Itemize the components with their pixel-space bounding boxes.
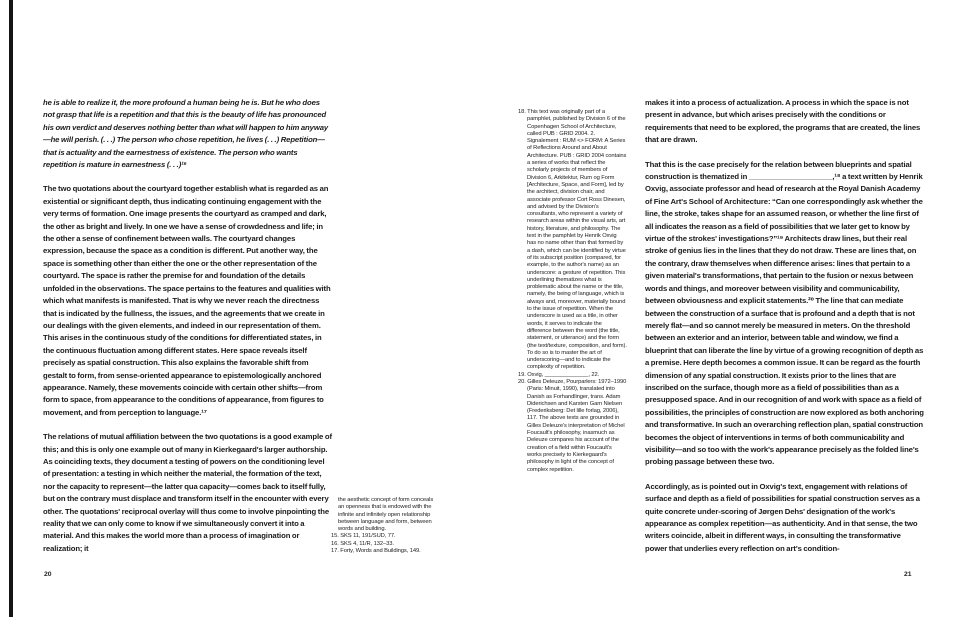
page-number-left: 20 (44, 571, 52, 578)
right-page-text-column (645, 97, 924, 567)
footnote-19: 19. Oxvig, ______________, 22. (518, 371, 600, 378)
footnote-continuation: the aesthetic concept of form conceals an openness that is endowed with the infinite and infinitely open relationship between language and form, between words and building. (338, 497, 434, 533)
footnote-16: 16. SKS 4, 11/R, 132–33. (331, 540, 394, 547)
right-paragraph-actualization: makes it into a process of actualization. A process in which the space is not present in advance, but which arises precisely with the conditions or requirements that need to be explored, the programs that are created, the lines that are drawn. (645, 98, 921, 145)
footnote-18: 18. This text was originally part of a pamphlet, published by Division 6 of the Copenhagen School of Architecture, called PUB : GRID 2004. 2. Signalement : RUM <> FORM: A Series of Reflections Around and About Architecture. PUB : GRID 2004 contains a series of works that reflect the scholarly projects of members of Division 6, Arkitektur, Rum og Form [Architecture, Space, and Form], led by the architect, division chair, and associate professor Cort Ross Dinesen, and advised by the Division's consultants, who represent a variety of research areas within the visual arts, art history, literature, and philosophy. The text in the pamphlet by Henrik Oxvig has no name other than that formed by a dash, which can be identified by virtue of its subscript position (compared, for example, to the author's name) as an underscore: a gesture of repetition. This underlining thematizes what is problematic about the name or the title, namely, the being of language, which is always and, moreover, materially bound to the issue of repetition. When the underscore is used as a title, in other words, it serves to indicate the difference between the word (the title, statement, or utterance) and the form (the text/texture, composition, and form). To do so is to master the art of underscoring—and to indicate the complexity of repetition. (518, 109, 627, 371)
right-paragraph-accordingly: Accordingly, as is pointed out in Oxvig's text, engagement with relations of surface and depth as a field of possibilities for spatial construction serves as a quite concrete under-scoring of Jørgen Dehs' designation of the work's appearance as complex repetition—as authenticity. And in that sense, the two writers coincide, albeit in different ways, in consulting the transformative power that underlies every reflection on art's condition- (645, 481, 920, 553)
page-number-right: 21 (904, 571, 912, 578)
left-paragraph-courtyard: The two quotations about the courtyard together establish what is regarded as an existential or significant depth, thus indicating continuing engagement with the very terms of formation. One image presents the courtyard as cramped and dark, the other as bright and lively. In one we have a sense of crowdedness and life; in the other a sense of confinement between walls. The courtyard changes expression, because the space as a condition is different. Put another way, the space is something other than either the one or the other representation of the courtyard. The space is rather the premise for and foundation of the details unfolded in the observations. The space pertains to the features and qualities with which what manifests is manifested. That is why we never reach the directness that is indicated by the fullness, the issues, and the agreements that we create in our dealings with the given elements, and indeed in our representation of them. This arises in the continuous study of the conditions for differentiated states, in the continuous fluctuation among different states. Here space reveals itself precisely as spatial construction. This also explains the favorable shift from gestalt to form, from sense-oriented appearance to epistemologically anchored appearance. Namely, these movements coincide with certain other shifts—from form to space, from appearance to the conditions of appearance, from figures to movement, and from perception to language.¹⁷ (43, 184, 331, 417)
right-paragraph-blueprints: That this is the case precisely for the relation between blueprints and spatial construction is thematized in ____________________,¹⁸ a text written by Henrik Oxvig, associate professor and head of research at the Royal Danish Academy of Fine Art's School of Architecture: “Can one correspondingly ask whether the line, the stroke, takes shape for an assumed reason, or whether the line first of all indicates the reason as a field of possibilities that we later get to know by virtue of the strokes' investigations?”¹⁹ Architects draw lines, but their real stroke of genius lies in the lines that they do not draw. These are lines that, on the contrary, draw themselves when difference arises: lines that pertain to a given material's transformations, that pertain to the fusion or nexus between words and things, and moreover between visibility and communicability, between obviousness and explicit statements.²⁰ The line that can mediate between the construction of a surface that is profound and a depth that is not merely flat—and so cannot merely be measured in meters. On the threshold between an exterior and an interior, between table and window, we find a blueprint that can liberate the line by virtue of a growing recognition of depth as a premise. Here depth becomes a common issue. It can be regard as the fourth dimension of any spatial construction. It exists prior to the lines that are inscribed on the surface, though more as a field of possibilities than as a presupposed space. And in our recognition of and work with space as a field of possibilities, the principles of construction are now explored as both anchoring and transformative. In such an overarching reflection plan, spatial construction becomes the object of interventions in terms of both communicability and visibility—and so too with the work's appearance precisely as the folded line's probing passage between these two. (645, 159, 924, 467)
page-edge-strip (9, 0, 13, 617)
kierkegaard-repetition-quote: he is able to realize it, the more profound a human being he is. But he who does not grasp that life is a repetition and that this is the beauty of life has pronounced his own verdict and deserves nothing better than what will happen to him anyway—he will perish. (. . .) The person who chose repetition, he lives (. . .) Repetition—that is actuality and the earnestness of existence. The person who wants repetition is mature in earnestness (. . .)¹⁶ (43, 98, 329, 170)
left-page-text-column (43, 97, 333, 567)
center-footnote-column (518, 109, 627, 474)
left-paragraph-mutual-affiliation: The relations of mutual affiliation between the two quotations is a good example of this; and this is only one example out of many in Kierkegaard's larger authorship. As coinciding texts, they document a testing of powers on the conditioning level of presentation: a testing in which neither the material, the formation of the text, nor the capacity to represent—the latter qua capacity—comes back to itself fully, but on the contrary must displace and transform itself in the encounter with every other. The quotations' reciprocal overlay will thus come to involve pinpointing the reality that we can only come to know if we simultaneously convert it into a material. And this makes the world more than a process of imagination or realization; it (43, 432, 332, 553)
footnote-17: 17. Forty, Words and Buildings, 149. (331, 548, 421, 555)
footnote-20: 20. Gilles Deleuze, Pourparlers: 1972–1990 (Paris: Minuit, 1990), translated into Danish as Forhandlinger, trans. Adam Diderichsen and Karsten Gam Nielsen (Frederiksberg: Det lille forlag, 2006), 117. The above texts are grounded in Gilles Deleuze's interpretation of Michel Foucault's philosophy, inasmuch as Deleuze compares his account of the creation of a field within Foucault's works precisely to Kierkegaard's philosophy in light of the concept of complex repetition. (518, 378, 627, 473)
footnote-15: 15. SKS 11, 191/SUD, 77. (331, 533, 396, 540)
left-footnote-block (331, 497, 437, 555)
